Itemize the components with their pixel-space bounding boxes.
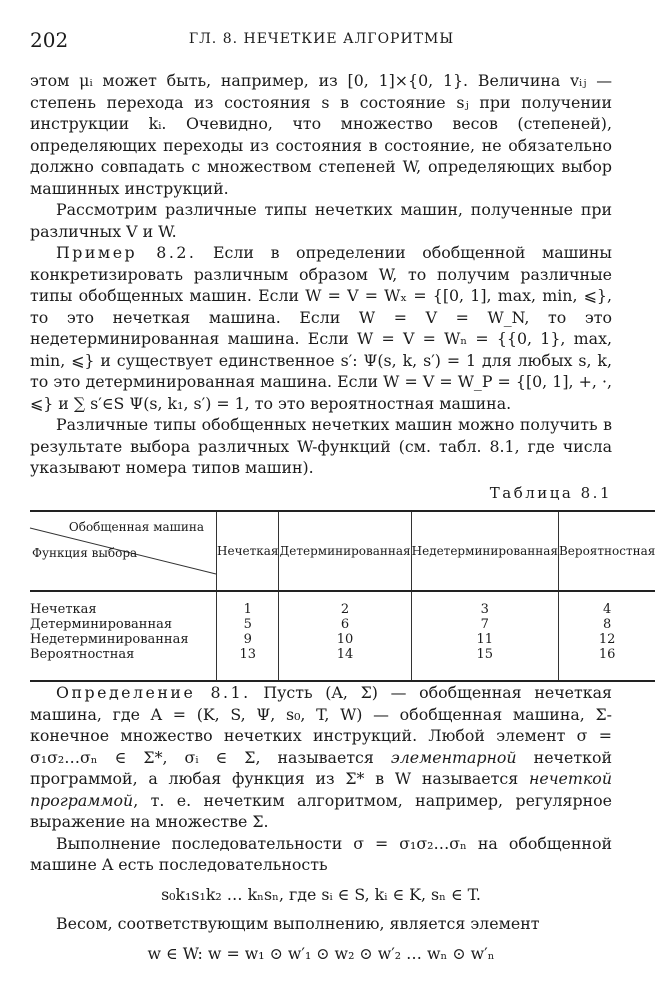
machine-types-table xyxy=(30,510,655,682)
paragraph-4: Различные типы обобщенных нечетких машин можно получить в результате выбора различных W-функций (см. табл. 8.1, где числа указывают номера типов машин). xyxy=(30,415,612,477)
table-cell: 11 xyxy=(411,632,558,647)
table-cell: 7 xyxy=(411,617,558,632)
table-caption: Таблица 8.1 xyxy=(489,483,612,502)
paragraph-2: Рассмотрим различные типы нечетких машин, полученные при различных V и W. xyxy=(30,200,612,241)
definition-text-c: , т. е. нечетким алгоритмом, например, регулярное выражение на множестве Σ. xyxy=(30,790,612,831)
row-label: Детерминированная xyxy=(30,617,173,632)
row-label: Нечеткая xyxy=(30,602,97,617)
table-cell: 12 xyxy=(558,632,655,647)
example-8-2 xyxy=(30,242,612,414)
table-header-row xyxy=(30,511,655,591)
table-cell: 14 xyxy=(279,647,411,681)
table-cell: 1 xyxy=(217,591,279,617)
definition-text-a: Пусть (A, Σ) — обобщенная нечеткая машина, где A = (K, S, Ψ, s₀, T, W) — обобщенная машина, Σ-конечное множество нечетких инструкций. Любой элемент σ = σ₁σ₂…σₙ ∈ Σ*, σᵢ ∈ Σ, называется xyxy=(30,683,612,767)
example-text: Если в определении обобщенной машины конкретизировать различным образом W, то получим различные типы обобщенных машин. Если W = V = Wₓ = {[0, 1], max, min, ⩽}, то это нечеткая машина. Если W = V = W_N, то это недетерминированная машина. Если W = V = Wₙ = {{0, 1}, max, min, ⩽} и существует единственное s′: Ψ(s, k, s′) = 1 для любых s, k, то это детерминированная машина. Если W = V = W_P = {[0, 1], +, ·, ⩽} и ∑ s′∈S Ψ(s, k₁, s′) = 1, то это вероятностная машина. xyxy=(30,243,612,413)
column-header: Вероятностная xyxy=(558,511,655,591)
definition-8-1 xyxy=(30,682,612,833)
table-cell: 10 xyxy=(279,632,411,647)
table-cell: 16 xyxy=(558,647,655,681)
table-cell: 8 xyxy=(558,617,655,632)
column-header: Недетерминированная xyxy=(411,511,558,591)
formula-execution-sequence: s₀k₁s₁k₂ … kₙsₙ, где sᵢ ∈ S, kᵢ ∈ K, sₙ ∈ T. xyxy=(161,884,481,904)
corner-top-label: Обобщенная машина xyxy=(68,520,204,534)
table-row xyxy=(30,647,655,681)
table-cell: 9 xyxy=(217,632,279,647)
definition-label: Определение 8.1. xyxy=(56,683,251,702)
definition-term-1: элементарной xyxy=(390,747,517,767)
table-row xyxy=(30,632,655,647)
definition-text-b: нечеткой программой, а любая функция из Σ* в W называется xyxy=(30,747,612,788)
table-cell: 2 xyxy=(279,591,411,617)
table-cell: 5 xyxy=(217,617,279,632)
row-label: Вероятностная xyxy=(30,647,217,681)
running-header xyxy=(30,28,613,52)
example-label: Пример 8.2. xyxy=(56,243,197,262)
paragraph-6: Выполнение последовательности σ = σ₁σ₂…σₙ на обобщенной машине A есть последовательность xyxy=(30,833,612,874)
table-row xyxy=(30,617,655,632)
table-cell: 15 xyxy=(411,647,558,681)
table-cell: 4 xyxy=(558,591,655,617)
table-cell: 3 xyxy=(411,591,558,617)
table-row xyxy=(30,591,655,617)
column-header: Нечеткая xyxy=(217,511,279,591)
table-cell: 13 xyxy=(217,647,279,681)
column-header: Детерминированная xyxy=(279,511,411,591)
table-cell: 6 xyxy=(279,617,411,632)
page-number: 202 xyxy=(30,28,69,52)
definition-term-2: нечеткой программой xyxy=(30,769,612,810)
paragraph-7: Весом, соответствующим выполнению, является элемент xyxy=(56,914,540,933)
chapter-title: ГЛ. 8. НЕЧЕТКИЕ АЛГОРИТМЫ xyxy=(188,31,455,47)
corner-bottom-label: Функция выбора xyxy=(32,546,138,560)
page-body xyxy=(30,70,655,972)
paragraph-1: этом μᵢ может быть, например, из [0, 1]×{0, 1}. Величина vᵢⱼ — степень перехода из состояния s в состояние sⱼ при получении инструкции kᵢ. Очевидно, что множество весов (степеней), определяющих переходы из состояния в состояние, не обязательно должно совпадать с множеством степеней W, определяющих выбор машинных инструкций. xyxy=(30,71,612,198)
table-corner-cell xyxy=(30,511,217,591)
row-label: Недетерминированная xyxy=(30,632,189,647)
formula-weight: w ∈ W: w = w₁ ⊙ w′₁ ⊙ w₂ ⊙ w′₂ … wₙ ⊙ w′ₙ xyxy=(147,943,495,963)
